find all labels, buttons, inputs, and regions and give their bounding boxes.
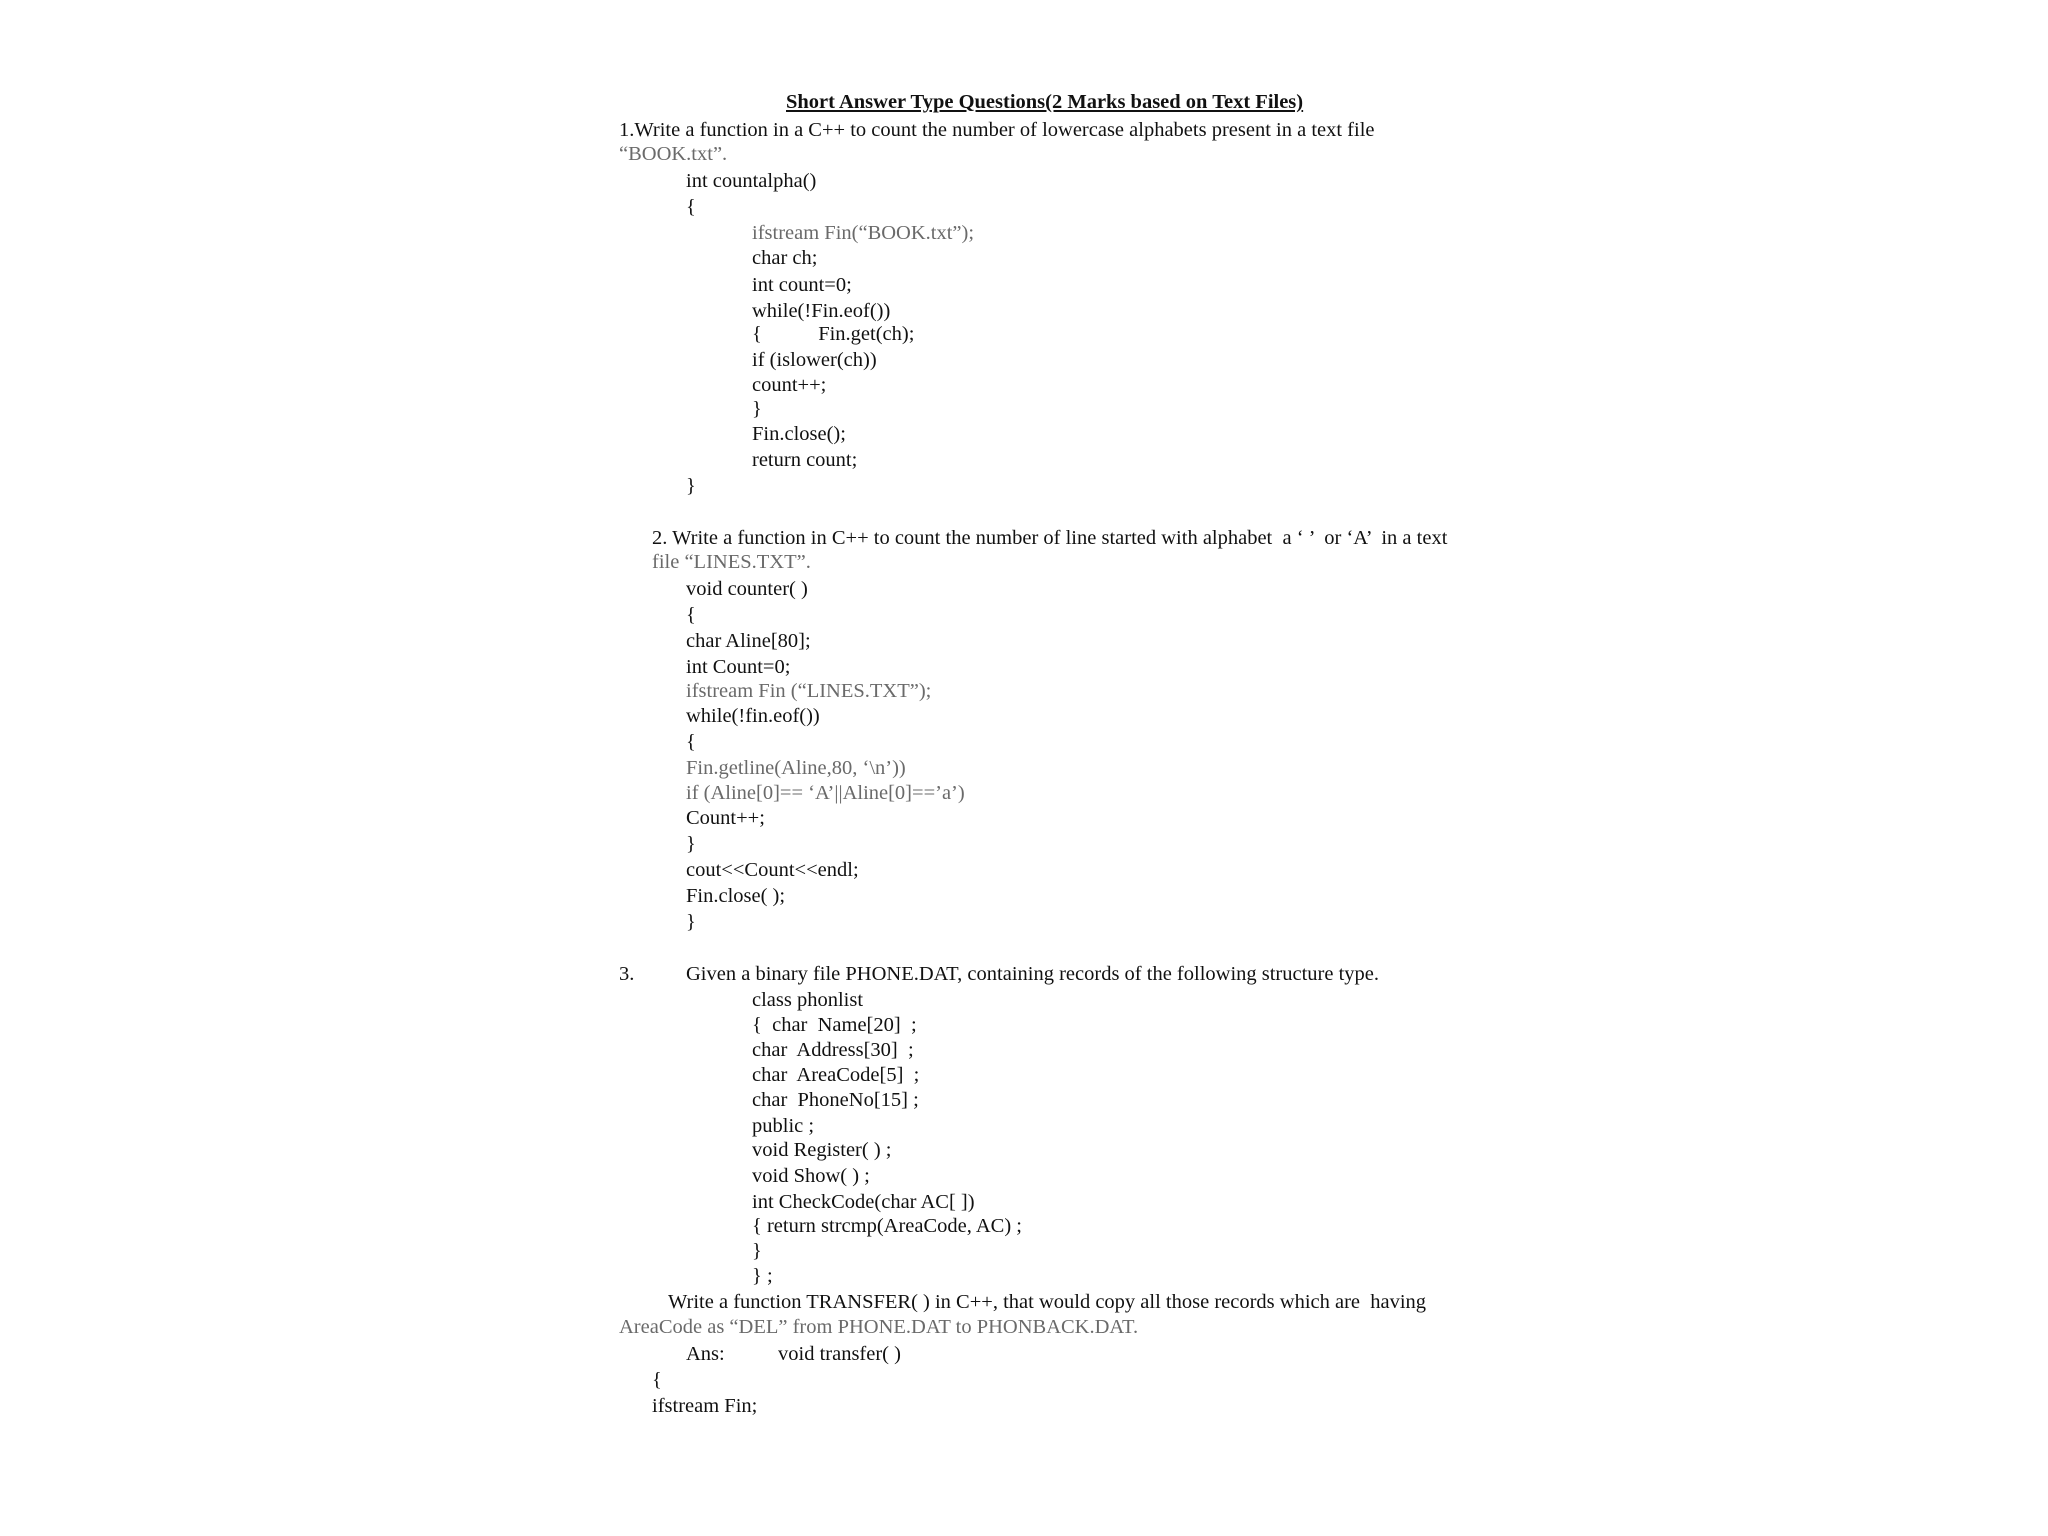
question-3-prompt: Given a binary file PHONE.DAT, containing records of the following structure type. (686, 963, 1380, 985)
code-line: void transfer( ) (778, 1343, 901, 1365)
code-line: Fin.getline(Aline,80, ‘\n’)) (686, 757, 906, 779)
question-3-task: Write a function TRANSFER( ) in C++, that would copy all those records which are having (668, 1291, 1427, 1313)
code-line: { (652, 1369, 662, 1391)
code-line: { return strcmp(AreaCode, AC) ; (752, 1215, 1023, 1237)
code-line: return count; (752, 449, 858, 471)
code-line: if (Aline[0]== ‘A’||Aline[0]==’a’) (686, 782, 965, 804)
code-line: void Show( ) ; (752, 1165, 870, 1187)
code-line: Fin.close(); (752, 423, 846, 445)
code-line: ifstream Fin (“LINES.TXT”); (686, 680, 932, 702)
code-line: { (686, 731, 696, 753)
question-2-prompt-cont: file “LINES.TXT”. (652, 551, 811, 573)
question-1-prompt: 1.Write a function in a C++ to count the number of lowercase alphabets present in a text file (619, 119, 1375, 141)
page-title: Short Answer Type Questions(2 Marks based on Text Files) (786, 91, 1304, 113)
code-line: while(!fin.eof()) (686, 705, 820, 727)
answer-label: Ans: (686, 1343, 725, 1365)
code-line: } (686, 911, 696, 933)
code-line: cout<<Count<<endl; (686, 859, 859, 881)
code-line: count++; (752, 374, 827, 396)
code-line: { char Name[20] ; (752, 1014, 917, 1036)
code-line: Count++; (686, 807, 765, 829)
code-line: int countalpha() (686, 170, 817, 192)
code-line: void counter( ) (686, 578, 808, 600)
code-line: char AreaCode[5] ; (752, 1064, 920, 1086)
code-line: int CheckCode(char AC[ ]) (752, 1191, 975, 1213)
code-line: } (752, 1240, 762, 1262)
code-line: } ; (752, 1265, 773, 1287)
question-2-prompt: 2. Write a function in C++ to count the number of line started with alphabet a ‘ ’ or ‘A’ in a text (652, 527, 1448, 549)
code-line: int count=0; (752, 274, 852, 296)
code-line: { Fin.get(ch); (752, 323, 915, 345)
code-line: } (686, 833, 696, 855)
code-line: { (686, 196, 696, 218)
question-3-task-cont: AreaCode as “DEL” from PHONE.DAT to PHONBACK.DAT. (619, 1316, 1139, 1338)
code-line: char Address[30] ; (752, 1039, 914, 1061)
code-line: } (752, 398, 762, 420)
code-line: { (686, 604, 696, 626)
code-line: char ch; (752, 247, 818, 269)
code-line: void Register( ) ; (752, 1139, 892, 1161)
question-1-prompt-cont: “BOOK.txt”. (619, 143, 728, 165)
question-3-number: 3. (619, 963, 635, 985)
code-line: ifstream Fin(“BOOK.txt”); (752, 222, 975, 244)
code-line: int Count=0; (686, 656, 791, 678)
code-line: class phonlist (752, 989, 864, 1011)
code-line: char PhoneNo[15] ; (752, 1089, 919, 1111)
code-line: public ; (752, 1115, 815, 1137)
code-line: char Aline[80]; (686, 630, 811, 652)
code-line: while(!Fin.eof()) (752, 300, 891, 322)
code-line: if (islower(ch)) (752, 349, 877, 371)
code-line: } (686, 475, 696, 497)
code-line: Fin.close( ); (686, 885, 786, 907)
code-line: ifstream Fin; (652, 1395, 758, 1417)
